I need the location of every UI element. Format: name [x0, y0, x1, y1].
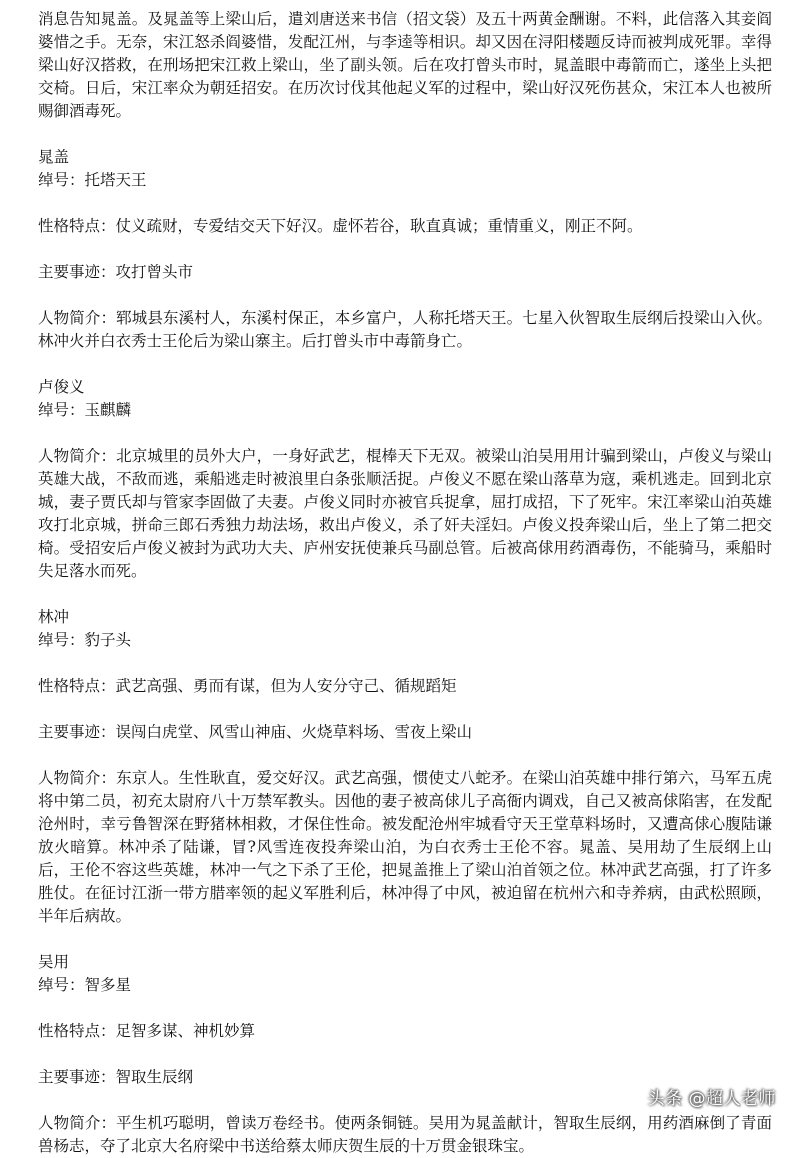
spacer — [38, 422, 772, 445]
character-name: 林冲 — [38, 608, 70, 626]
character-nickname: 绰号：智多星 — [38, 976, 132, 994]
character-deeds: 主要事迹：攻打曾头市 — [38, 263, 194, 281]
document-body — [38, 8, 772, 1158]
spacer — [38, 353, 772, 376]
spacer — [38, 192, 772, 215]
spacer — [38, 1043, 772, 1066]
spacer — [38, 238, 772, 261]
spacer — [38, 652, 772, 675]
character-nickname: 绰号：托塔天王 — [38, 171, 147, 189]
character-deeds: 主要事迹：智取生辰纲 — [38, 1068, 194, 1086]
intro-paragraph: 消息告知晁盖。及晁盖等上梁山后，遣刘唐送来书信（招文袋）及五十两黄金酬谢。不料，此信落入其妾阎婆惜之手。无奈，宋江怒杀阎婆惜，发配江州，与李逵等相识。却又因在浔阳楼题反诗而被判成死罪。幸得梁山好汉搭救，在刑场把宋江救上梁山，坐了副头领。后在攻打曾头市时，晁盖眼中毒箭而亡，遂坐上头把交椅。日后，宋江率众为朝廷招安。在历次讨伐其他起义军的过程中，梁山好汉死伤甚众，宋江本人也被所赐御酒毒死。 — [38, 10, 772, 120]
spacer — [38, 744, 772, 767]
character-name: 卢俊义 — [38, 378, 85, 396]
character-nickname: 绰号：豹子头 — [38, 631, 132, 649]
character-name: 晁盖 — [38, 148, 70, 166]
character-section-lujunyi — [38, 376, 772, 606]
character-bio: 人物简介：北京城里的员外大户，一身好武艺，棍棒天下无双。被梁山泊吴用用计骗到梁山，卢俊义与梁山英雄大战，不敌而逃，乘船逃走时被浪里白条张顺活捉。卢俊义不愿在梁山落草为寇，乘机逃走。回到北京城，妻子贾氏却与管家李固做了夫妻。卢俊义同时亦被官兵捉拿，屈打成招，下了死牢。宋江率梁山泊英雄攻打北京城，拼命三郎石秀独力劫法场，救出卢俊义，杀了奸夫淫妇。卢俊义投奔梁山后，坐上了第二把交椅。受招安后卢俊义被封为武功大夫、庐州安抚使兼兵马副总管。后被高俅用药酒毒伤，不能骑马，乘船时失足落水而死。 — [38, 447, 772, 580]
character-name: 吴用 — [38, 953, 70, 971]
spacer — [38, 123, 772, 146]
spacer — [38, 997, 772, 1020]
watermark: 头条 @超人老师 — [647, 1089, 776, 1109]
character-section-wuyong — [38, 951, 772, 1158]
character-bio: 人物简介：郓城县东溪村人，东溪村保正，本乡富户，人称托塔天王。七星入伙智取生辰纲后投梁山入伙。林冲火并白衣秀士王伦后为梁山寨主。后打曾头市中毒箭身亡。 — [38, 309, 772, 350]
spacer — [38, 284, 772, 307]
character-bio: 人物简介：平生机巧聪明，曾读万卷经书。使两条铜链。吴用为晁盖献计，智取生辰纲，用药酒麻倒了青面兽杨志，夺了北京大名府梁中书送给蔡太师庆贺生辰的十万贯金银珠宝。 — [38, 1114, 772, 1155]
spacer — [38, 928, 772, 951]
character-section-linchong — [38, 606, 772, 951]
character-bio: 人物简介：东京人。生性耿直，爱交好汉。武艺高强，惯使丈八蛇矛。在梁山泊英雄中排行第六，马军五虎将中第二员，初充太尉府八十万禁军教头。因他的妻子被高俅儿子高衙内调戏，自己又被高俅陷害，在发配沧州时，幸亏鲁智深在野猪林相救，才保住性命。被发配沧州牢城看守天王堂草料场时，又遭高俅心腹陆谦放火暗算。林冲杀了陆谦，冒?风雪连夜投奔梁山泊，为白衣秀士王伦不容。晁盖、吴用劫了生辰纲上山后，王伦不容这些英雄，林冲一气之下杀了王伦，把晁盖推上了梁山泊首领之位。林冲武艺高强，打了许多胜仗。在征讨江浙一带方腊率领的起义军胜利后，林冲得了中风，被迫留在杭州六和寺养病，由武松照顾，半年后病故。 — [38, 769, 772, 925]
character-personality: 性格特点：足智多谋、神机妙算 — [38, 1022, 256, 1040]
character-nickname: 绰号：玉麒麟 — [38, 401, 132, 419]
character-section-chaogai — [38, 146, 772, 376]
character-personality: 性格特点：仗义疏财，专爱结交天下好汉。虚怀若谷，耿直真诚；重情重义，刚正不阿。 — [38, 217, 643, 235]
spacer — [38, 583, 772, 606]
spacer — [38, 698, 772, 721]
character-personality: 性格特点：武艺高强、勇而有谋，但为人安分守己、循规蹈矩 — [38, 677, 457, 695]
character-deeds: 主要事迹：误闯白虎堂、风雪山神庙、火烧草料场、雪夜上梁山 — [38, 723, 473, 741]
